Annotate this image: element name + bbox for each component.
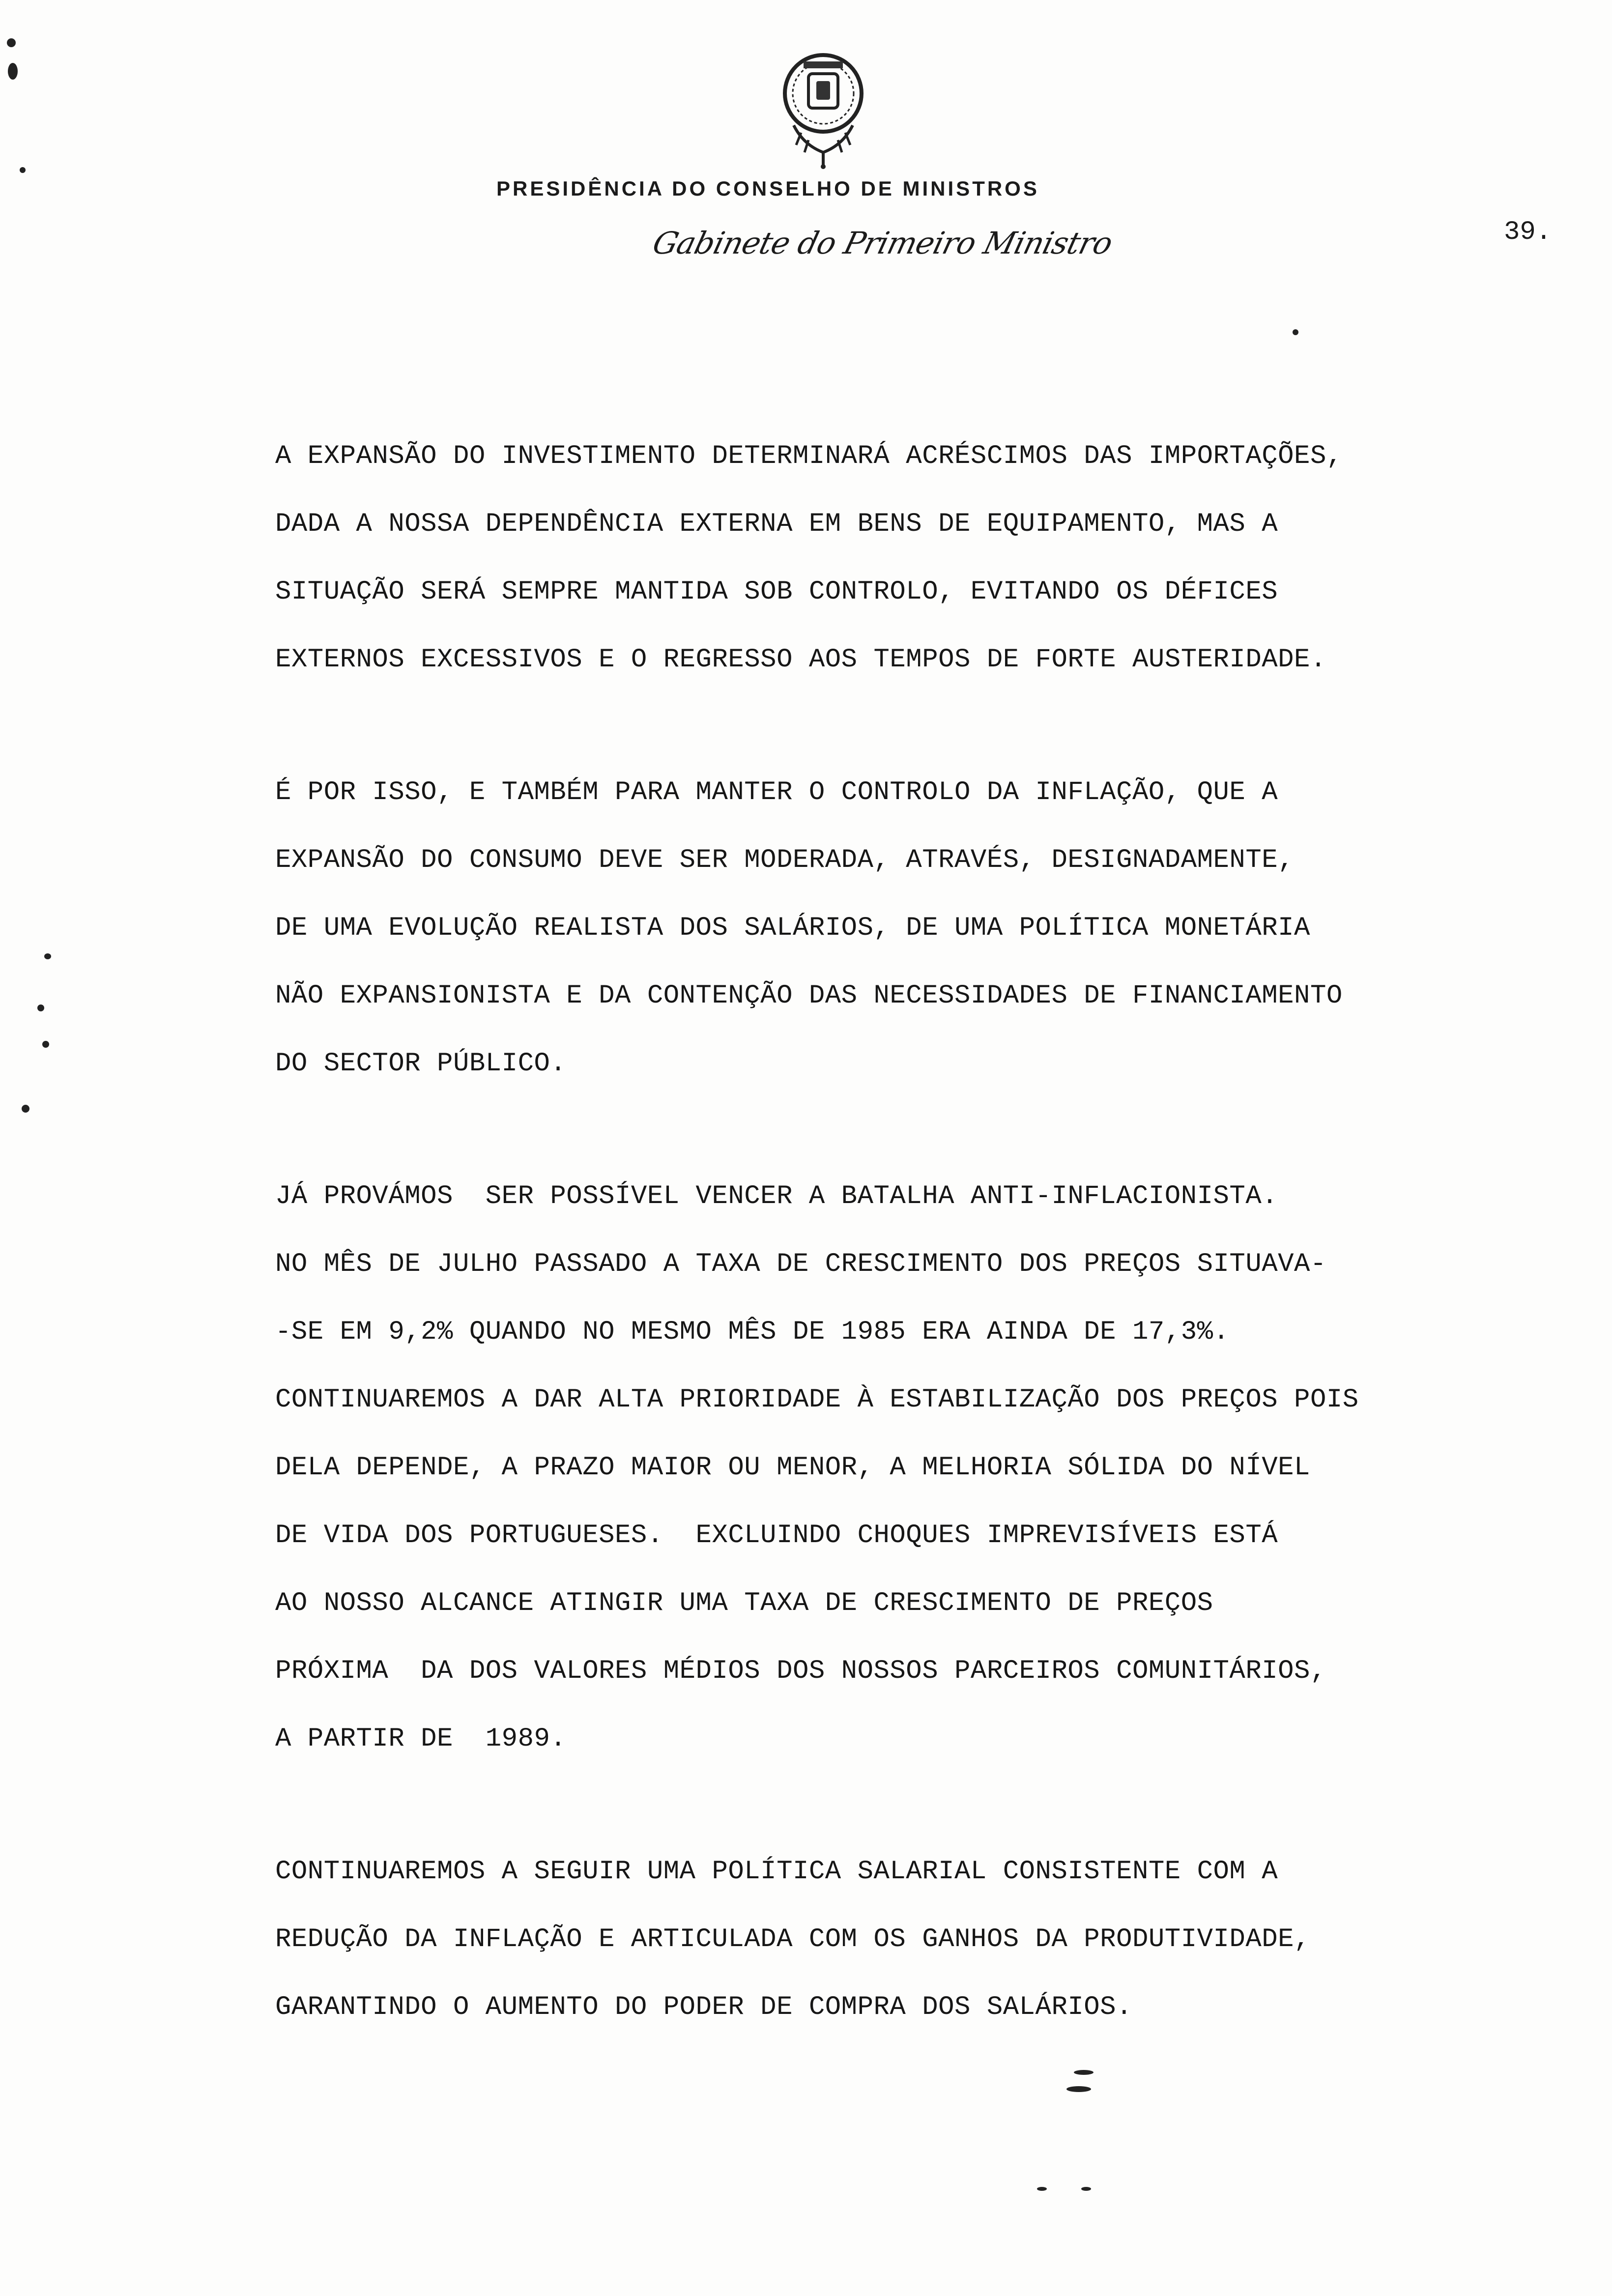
scan-speck bbox=[1066, 2086, 1091, 2092]
text-line: A EXPANSÃO DO INVESTIMENTO DETERMINARÁ ACRÉSCIMOS DAS IMPORTAÇÕES, bbox=[275, 441, 1343, 471]
text-line: CONTINUAREMOS A DAR ALTA PRIORIDADE À ESTABILIZAÇÃO DOS PREÇOS POIS bbox=[275, 1385, 1359, 1415]
text-line: PRÓXIMA DA DOS VALORES MÉDIOS DOS NOSSOS PARCEIROS COMUNITÁRIOS, bbox=[275, 1656, 1326, 1686]
page-number: 39. bbox=[1504, 217, 1552, 247]
text-line: NÃO EXPANSIONISTA E DA CONTENÇÃO DAS NECESSIDADES DE FINANCIAMENTO bbox=[275, 981, 1343, 1011]
text-line: A PARTIR DE 1989. bbox=[275, 1724, 567, 1754]
text-line: EXPANSÃO DO CONSUMO DEVE SER MODERADA, ATRAVÉS, DESIGNADAMENTE, bbox=[275, 845, 1295, 875]
scan-speck bbox=[1037, 2187, 1047, 2191]
text-line: DE VIDA DOS PORTUGUESES. EXCLUINDO CHOQUES IMPREVISÍVEIS ESTÁ bbox=[275, 1521, 1278, 1550]
scan-speck bbox=[22, 1105, 29, 1113]
text-line: REDUÇÃO DA INFLAÇÃO E ARTICULADA COM OS GANHOS DA PRODUTIVIDADE, bbox=[275, 1924, 1310, 1954]
paragraph bbox=[275, 423, 1612, 694]
text-line: JÁ PROVÁMOS SER POSSÍVEL VENCER A BATALHA ANTI-INFLACIONISTA. bbox=[275, 1181, 1278, 1211]
scan-speck bbox=[7, 38, 16, 47]
text-line: -SE EM 9,2% QUANDO NO MESMO MÊS DE 1985 ERA AINDA DE 17,3%. bbox=[275, 1317, 1230, 1347]
text-line: EXTERNOS EXCESSIVOS E O REGRESSO AOS TEMPOS DE FORTE AUSTERIDADE. bbox=[275, 645, 1326, 675]
coat-of-arms-icon bbox=[774, 47, 872, 170]
paragraph bbox=[275, 759, 1612, 1098]
scan-speck bbox=[1293, 329, 1298, 335]
scan-speck bbox=[1074, 2070, 1094, 2075]
scan-speck bbox=[1081, 2187, 1091, 2191]
header-organization: PRESIDÊNCIA DO CONSELHO DE MINISTROS bbox=[496, 177, 1039, 200]
scan-speck bbox=[8, 63, 18, 80]
paragraph bbox=[275, 1163, 1612, 1773]
text-line: AO NOSSO ALCANCE ATINGIR UMA TAXA DE CRESCIMENTO DE PREÇOS bbox=[275, 1588, 1213, 1618]
scan-speck bbox=[20, 167, 26, 173]
text-line: CONTINUAREMOS A SEGUIR UMA POLÍTICA SALARIAL CONSISTENTE COM A bbox=[275, 1857, 1278, 1887]
text-line: GARANTINDO O AUMENTO DO PODER DE COMPRA DOS SALÁRIOS. bbox=[275, 1992, 1132, 2022]
text-line: NO MÊS DE JULHO PASSADO A TAXA DE CRESCIMENTO DOS PREÇOS SITUAVA- bbox=[275, 1249, 1326, 1279]
scan-speck bbox=[42, 1041, 49, 1048]
text-line: É POR ISSO, E TAMBÉM PARA MANTER O CONTROLO DA INFLAÇÃO, QUE A bbox=[275, 777, 1278, 807]
scan-speck bbox=[37, 1004, 44, 1011]
scan-speck bbox=[44, 953, 51, 959]
body-text bbox=[275, 423, 1612, 2106]
text-line: DO SECTOR PÚBLICO. bbox=[275, 1049, 567, 1079]
text-line: DELA DEPENDE, A PRAZO MAIOR OU MENOR, A MELHORIA SÓLIDA DO NÍVEL bbox=[275, 1453, 1310, 1483]
paragraph bbox=[275, 1838, 1612, 2041]
text-line: SITUAÇÃO SERÁ SEMPRE MANTIDA SOB CONTROLO, EVITANDO OS DÉFICES bbox=[275, 577, 1278, 607]
header-office-script: Gabinete do Primeiro Ministro bbox=[649, 225, 1116, 261]
text-line: DADA A NOSSA DEPENDÊNCIA EXTERNA EM BENS DE EQUIPAMENTO, MAS A bbox=[275, 509, 1278, 539]
text-line: DE UMA EVOLUÇÃO REALISTA DOS SALÁRIOS, DE UMA POLÍTICA MONETÁRIA bbox=[275, 913, 1310, 943]
